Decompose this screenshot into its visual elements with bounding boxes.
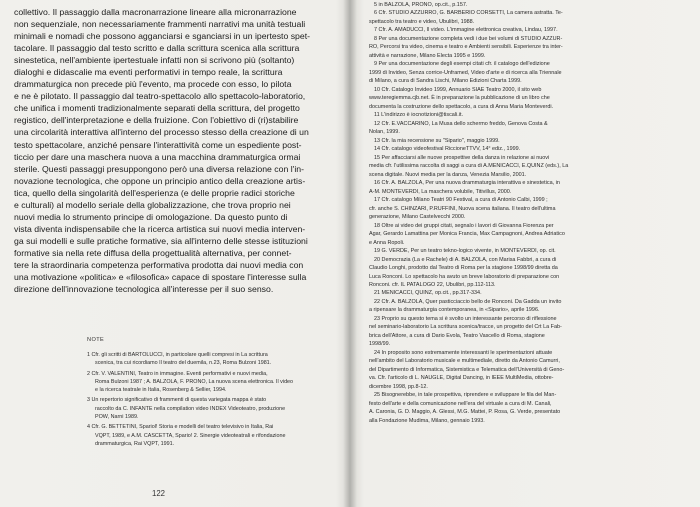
notes-list-right: [369, 1, 687, 425]
footnote-line: Ronconi. cfr. IL PATALOGO 22, Ubulibri, pp.112-113.: [369, 281, 496, 288]
notes-title: NOTE: [87, 337, 105, 343]
footnote-line: 10 Cfr. Catalogo Invideo 1999, Annuario SIAE Teatro 2000, il sito web: [374, 86, 542, 93]
footnote: [369, 35, 687, 60]
footnote: [369, 315, 687, 349]
body-line: testo spettacolare, anziché pensare l'interattività come un espediente post-: [14, 139, 302, 150]
footnote: [369, 1, 687, 9]
footnote-line: 24 In proposito sono estremamente interessanti le sperimentazioni attuate: [374, 349, 553, 356]
footnote-line: media cfr. l'utilissima raccolta di saggi a cura di A.MENICACCI, E.QUINZ (eds.), La: [369, 163, 569, 170]
footnote: [369, 298, 687, 315]
footnote-line: del Dipartimento di Informatica, Sistemistica e Telematica dell'Università di Geno-: [369, 366, 565, 373]
footnote: [369, 391, 687, 425]
footnote-line: RO, Percorsi tra video, cinema e teatro e Ambienti sensibili. Esperienze tra inter-: [369, 44, 563, 51]
footnote-line: attività e narrazione, Milano Electa 1995 e 1999.: [369, 52, 486, 59]
footnote-line: di Milano, a cura di Sandra Lischi, Milano Edizioni Charta 1999.: [369, 78, 522, 85]
body-line: tacolare. Il passaggio dal testo scritto e dalla scrittura scenica alla scrittura: [14, 43, 300, 54]
footnote-line: 1998/99.: [369, 341, 391, 348]
footnote: [87, 351, 302, 368]
body-line: tere la straordinaria competenza performativa prodotta dai nuovi media con: [14, 259, 304, 270]
footnote-line: 14 Cfr. catalogo videofestival RiccioneTTVV, 14° ediz., 1999.: [374, 146, 521, 153]
footnote: [369, 145, 687, 153]
footnote-line: scena digitale. Nuovi media per la danza, Venezia Marsilio, 2001.: [369, 171, 527, 178]
footnote: [369, 120, 687, 137]
body-line: registico, dell'interpretazione e della fruizione. Con l'obiettivo di (ri)stabilire: [14, 115, 299, 126]
footnote-line: cfr. anche S. CHINZARI, P.RUFFINI, Nuova scena italiana. Il teatro dell'ultima: [369, 205, 556, 212]
footnote-line: 20 Democrazia (La e Rachele) di A. BALZOLA, con Marisa Fabbri, a cura di: [374, 256, 557, 263]
left-page: [0, 0, 346, 507]
footnote-line: 2 Cfr. V. VALENTINI, Teatro in immagine. Eventi performativi e nuovi media,: [87, 370, 268, 377]
footnote-line: A-M. MONTEVERDI, La maschera volubile, Titivillus, 2000.: [369, 188, 512, 195]
footnote-line: 1 Cfr. gli scritti di BARTOLUCCI, in particolare quelli compresi in La scrittura: [87, 352, 268, 358]
footnote-line: 16 Cfr. A. BALZOLA, Per una nuova drammaturgia interattiva e sinestetica, in: [374, 180, 560, 187]
footnote-line: 12 Cfr. E.VACCARINO, La Musa dello schermo freddo, Genova Costa &: [374, 120, 548, 127]
footnote-line: raccolto da C. INFANTE nella compilation video INDEX Videoteatro, produzione: [95, 405, 286, 412]
footnote-line: alla Fondazione Mudima, Milano, gennaio 1993.: [369, 417, 485, 424]
footnote-line: Nolan, 1999.: [369, 129, 400, 136]
footnote-line: 5 in BALZOLA, PRONO, op.cit., p.157.: [374, 2, 468, 8]
footnote-line: Luca Ronconi. Lo spettacolo ha avuto un breve laboratorio di preparazione con: [369, 273, 560, 280]
body-line: nuovi media lo strumento principe di omologazione. Da questo punto di: [14, 211, 288, 222]
footnote-line: 25 Bisognerebbe, in tale prospettiva, riprendere e sviluppare le fila del Man-: [374, 392, 557, 399]
body-line: tica, quello della singolarità dell'esperienza (e delle proprie radici storiche: [14, 187, 295, 198]
notes-list-left: [87, 351, 302, 450]
footnote-line: 8 Per una documentazione completa vedi i due bei volumi di STUDIO AZZUR-: [374, 35, 563, 42]
footnote-line: nel seminario-laboratorio La scrittura scenica/tracce, un progetto del Crt La Fab-: [369, 324, 562, 331]
footnote-line: festo dell'arte e della comunicazione nell'era del virtuale a cura di M. Canali,: [369, 400, 552, 407]
body-line: drammaturgica non precede più l'evento, ma procede con esso, lo pilota: [14, 79, 292, 90]
footnote-line: 9 Per una documentazione degli esempi citati cfr. il catalogo dell'edizione: [374, 61, 550, 68]
footnote-line: 7 Cfr. A. AMADUCCI, Il video. L'immagine elettronica creativa, Lindau, 1997.: [374, 27, 558, 34]
footnote: [369, 137, 687, 145]
footnote: [87, 370, 302, 395]
footnote-line: e la ricerca teatrale in Italia, Rosenberg & Sellier, 1994.: [95, 387, 227, 394]
body-line: dialoghi e didascalie ma eventi performativi in tempo reale, la scrittura: [14, 67, 283, 78]
page-number: 122: [152, 489, 166, 498]
body-line: e culturali) al modello seriale della globalizzazione, che trova proprio nei: [14, 199, 291, 210]
footnote: [369, 111, 687, 119]
footnote-line: 23 Proprio su questo tema si è svolto un interessante percorso di riflessione: [374, 315, 557, 322]
body-line: e ne è pilotato. Il passaggio dal teatro-spettacolo allo spettacolo-laboratorio,: [14, 91, 306, 102]
body-line: una circolarità interattiva all'interno del processo stesso della creazione di un: [14, 127, 309, 138]
body-line: che unifica i momenti tradizionalmente separati della scrittura, del progetto: [14, 103, 300, 114]
footnote-line: spettacolo tra teatro e video, Ubulibri, 1988.: [369, 18, 475, 25]
footnote: [369, 179, 687, 196]
footnote-line: Claudio Longhi, prodotto dal Teatro di Roma per la stagione 1998/99 diretta da: [369, 265, 558, 272]
footnote-line: documenta la costruzione dello spettacolo, a cura di Anna Maria Monteverdi.: [369, 103, 554, 110]
body-text: [14, 6, 340, 295]
body-line: ga sui modelli e sulle pratiche formative, sia all'interno delle stesse istituzioni: [14, 235, 308, 246]
body-line: sinestetica, nell'ambiente ipertestuale infatti non si scrivono più (soltanto): [14, 55, 295, 66]
footnote-line: a ripensare la drammaturgia contemporanea, in «Sipario», aprile 1996.: [369, 307, 540, 314]
footnote: [369, 154, 687, 179]
footnote-line: POW, Narni 1989.: [95, 414, 139, 421]
footnote-line: 21 MENICACCI, QUINZ, op.cit., pp.317-334.: [374, 290, 482, 297]
footnote-line: Agar, Gerardo Lamattina per Monica Francia, Max Campagnoni, Andrea Adriatico: [369, 231, 565, 238]
footnote-line: dicembre 1998, pp.8-12.: [369, 383, 428, 390]
footnote-line: 11 L'indirizzo è iocnotizioni@tiscali.it.: [374, 112, 463, 119]
footnote-line: nell'ambito del Laboratorio musicale e multimediale, diretto da Antonio Camurri,: [369, 358, 560, 365]
footnote: [369, 247, 687, 255]
footnote-line: www.teregiemma.cjb.net. È in preparazione la pubblicazione di un libro che: [369, 95, 550, 102]
footnote-line: 17 Cfr. catalogo Milano Teatri 90 Festival, a cura di Antonio Calbi, 1999 ;: [374, 197, 548, 204]
footnote-line: brica dell'Attore, a cura di Dario Evola, Teatro Vascello di Roma, stagione: [369, 332, 545, 339]
body-line: una motivazione «politica» e «filosofica» capace di spostare l'interesse sulla: [14, 272, 307, 283]
body-line: collettivo. Il passaggio dalla macronarrazione lineare alla micronarrazione: [14, 7, 297, 17]
footnote: [369, 222, 687, 247]
body-line: formative sia nella rete diffusa della progettualità alternativa, per connet-: [14, 247, 292, 258]
footnote-line: scenica, tra cui ricordiamo Il teatro del duemila, n.23, Roma Bulzoni 1981.: [95, 360, 272, 367]
body-line: sterile. Questi passaggi presuppongono però una diversa relazione con l'in-: [14, 163, 304, 174]
footnote-line: e Anna Ropoli.: [369, 239, 405, 246]
footnote-line: va. Cfr. l'articolo di L. NAUGLE, Digital Dancing, in IEEE MultiMedia, ottobre-: [369, 375, 554, 382]
right-page: [354, 0, 700, 507]
footnote-line: A. Caronia, G. D. Maggio, A. Glessi, M.G. Mattei, P. Rosa, G. Verde, presentato: [369, 409, 561, 416]
body-line: minimali e nomadi che possono agganciarsi e sganciarsi in un ipertesto spet-: [14, 31, 311, 42]
footnote-line: 15 Per affacciarsi alle nuove prospettive della danza in relazione ai nuovi: [374, 154, 550, 161]
footnote-line: 4 Cfr. G. BETTETINI, Spariol! Storia e modelli del teatro televisivo in Italia, Rai: [87, 424, 274, 431]
body-line: ticcio per dare una maschera nuova a una macchina drammaturgica ormai: [14, 151, 301, 162]
footnote: [369, 349, 687, 391]
body-line: non sequenziale, non necessariamente frammenti narrativi ma unità testuali: [14, 19, 306, 30]
footnote-line: 6 Cfr. STUDIO AZZURRO, G. BARBERIO CORSETTI, La camera astratta. Te-: [374, 10, 563, 17]
footnote: [369, 196, 687, 221]
footnote: [87, 396, 302, 421]
footnote-line: 18 Oltre ai video dei gruppi citati, segnalo i lavori di Giovanna Fiorenza per: [374, 222, 554, 229]
footnote-line: Roma Bulzoni 1987 ; A. BALZOLA, F. PRONO, La nuova scena elettronica. Il video: [95, 378, 294, 385]
footnote-line: generazione, Milano Castelvecchi 2000.: [369, 214, 466, 221]
footnote-line: VQPT, 1989, e A.M. CASCETTA, Spario! 2. Sinergie videoteatrali e rifondazione: [95, 432, 286, 439]
body-line: direzione dell'innovazione tecnologica all'interesse per il suo senso.: [14, 284, 274, 295]
footnote-line: drammaturgica, Rai VQPT, 1991.: [95, 440, 175, 447]
footnote: [369, 86, 687, 111]
footnote-line: 22 Cfr. A. BALZOLA, Quer pasticciaccio bello de Ronconi. Da Gadda un invito: [374, 298, 562, 305]
footnote: [369, 289, 687, 297]
footnote: [87, 423, 302, 448]
footnote: [369, 60, 687, 85]
footnote-line: 19 G. VERDE, Per un teatro tekno-logico vivente, in MONTEVERDI, op. cit.: [374, 248, 556, 255]
body-line: vista diventa indispensabile che la ricerca artistica sui nuovi media interven-: [14, 223, 306, 234]
footnote: [369, 26, 687, 34]
footnote-line: 1999 di Invideo, Senza corrice-Unframed, Video d'arte e di ricerca alla Triennale: [369, 69, 562, 76]
footnote-line: 13 Cfr. la mia recensione su "Sipario", maggio 1999.: [374, 137, 500, 144]
footnote: [369, 9, 687, 26]
body-line: novazione tecnologica, che oppone un principio antico della creazione artis-: [14, 175, 306, 186]
footnote: [369, 256, 687, 290]
footnote-line: 3 Un repertorio significativo di frammenti di questa variegata mappa è stato: [87, 397, 267, 404]
